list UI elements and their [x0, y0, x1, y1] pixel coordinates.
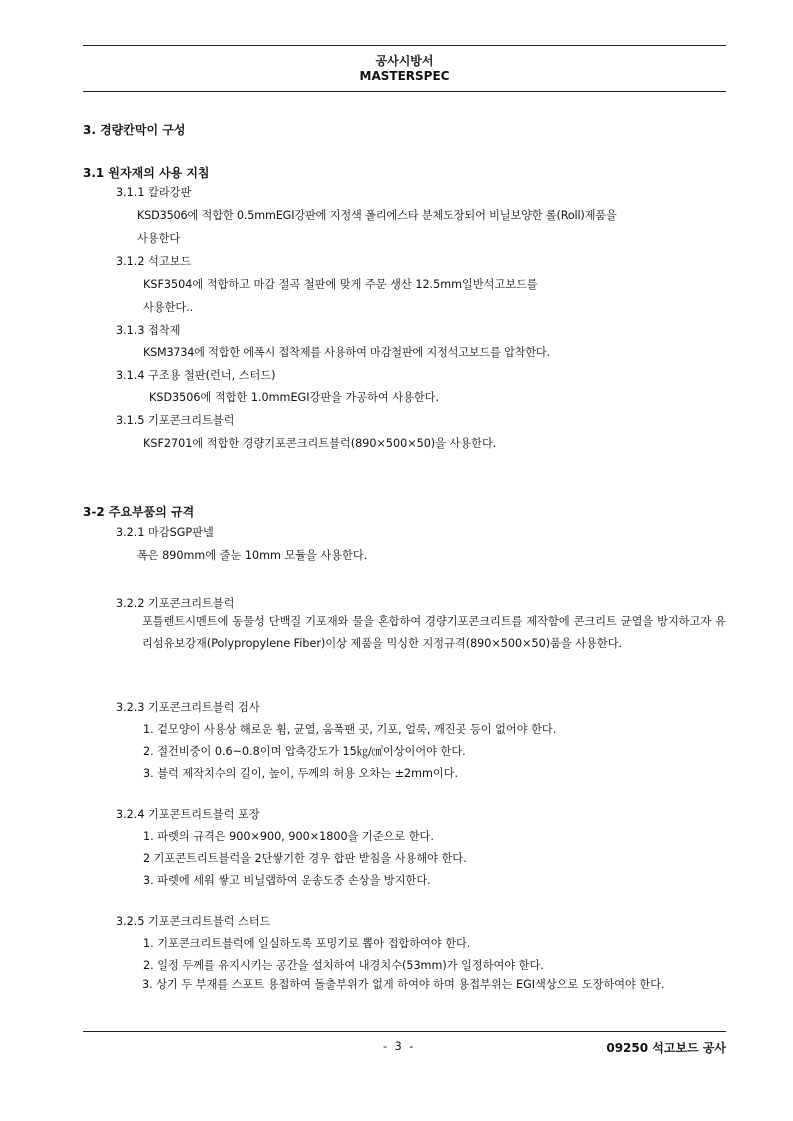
item-text: 사용한다 — [137, 232, 181, 245]
item-text: KSM3734에 적합한 에폭시 접착제를 사용하여 마감철판에 지정석고보드를 압착한다. — [143, 346, 550, 359]
list-item: 2. 일정 두께를 유지시키는 공간을 설치하여 내경치수(53mm)가 일정하여야 한다. — [143, 959, 544, 972]
item-text: KSD3506에 적합한 0.5mmEGI강판에 지정색 폴리에스타 분체도장되어 비닐보양한 롤(Roll)제품을 — [137, 209, 617, 222]
item-title-3-1-4: 3.1.4 구조용 철판(런너, 스터드) — [116, 369, 276, 382]
item-text: KSD3506에 적합한 1.0mmEGI강판을 가공하여 사용한다. — [149, 391, 440, 404]
header-title: 공사시방서 — [375, 54, 434, 68]
section-heading: 3. 경량칸막이 구성 — [83, 123, 186, 137]
header-subtitle: MASTERSPEC — [359, 69, 450, 83]
item-text: KSF3504에 적합하고 마감 절곡 철판에 맞게 주문 생산 12.5mm일반석고보드를 — [143, 278, 538, 291]
list-item: 2. 절건비중이 0.6~0.8이며 압축강도가 15㎏/㎠이상이어야 한다. — [143, 745, 466, 758]
item-title-3-2-5: 3.2.5 기포콘크리트블럭 스터드 — [116, 915, 271, 928]
item-title-3-1-1: 3.1.1 칼라강판 — [116, 186, 192, 199]
item-title-3-2-4: 3.2.4 기포콘트리트블럭 포장 — [116, 808, 260, 821]
list-item: 2 기포콘트리트블럭을 2단쌓기한 경우 합판 받침을 사용해야 한다. — [143, 852, 467, 865]
item-title-3-1-3: 3.1.3 접착제 — [116, 324, 181, 337]
list-item: 3. 블럭 제작치수의 길이, 높이, 두께의 허용 오차는 ±2mm이다. — [143, 767, 459, 780]
item-text: 사용한다.. — [143, 301, 194, 314]
document-code: 09250 석고보드 공사 — [606, 1041, 726, 1055]
item-text: KSF2701에 적합한 경량기포콘크리트블럭(890×500×50)을 사용한다. — [143, 437, 497, 450]
item-title-3-2-1: 3.2.1 마감SGP판넬 — [116, 526, 214, 539]
footer-rule — [83, 1031, 726, 1032]
list-item: 3. 파렛에 세워 쌓고 비닐랩하여 운송도중 손상을 방지한다. — [143, 874, 431, 887]
item-title-3-2-3: 3.2.3 기포콘크리트블럭 검사 — [116, 701, 260, 714]
subsection-heading-3-2: 3-2 주요부품의 규격 — [83, 505, 195, 519]
list-item: 1. 기포콘크리트블럭에 일실하도록 포밍기로 뽑아 접합하여야 한다. — [143, 937, 471, 950]
paragraph-text: 포틀렌트시멘트에 동물성 단백질 기포재와 물을 혼합하여 경량기포콘크리트를 제작함에 콘크리트 균열을 방지하고자 유리섬유보강재(Polypropylene Fiber)이상 제품을 믹싱한 지정규격(890×500×50)품을 사용한다. — [142, 615, 726, 650]
header-top-rule — [83, 45, 726, 46]
item-text: 폭은 890mm에 줄눈 10mm 모듈을 사용한다. — [137, 549, 368, 562]
item-title-3-1-2: 3.1.2 석고보드 — [116, 255, 192, 268]
item-title-3-1-5: 3.1.5 기포콘크리트블럭 — [116, 414, 235, 427]
page-number: - 3 - — [383, 1040, 416, 1053]
list-item: 3. 상기 두 부재를 스포트 용접하여 돌출부위가 없게 하여야 하며 용접부위는 EGI색상으로 도장하여야 한다. — [142, 978, 665, 991]
header-bottom-rule — [83, 91, 726, 92]
item-title-3-2-2: 3.2.2 기포콘크리트블럭 — [116, 597, 235, 610]
list-item: 1. 파렛의 규격은 900×900, 900×1800을 기준으로 한다. — [143, 830, 434, 843]
subsection-heading-3-1: 3.1 원자재의 사용 지침 — [83, 166, 210, 180]
list-item: 1. 겉모양이 사용상 해로운 휨, 균열, 움푹팬 곳, 기포, 얼룩, 깨진곳 등이 없어야 한다. — [143, 723, 557, 736]
